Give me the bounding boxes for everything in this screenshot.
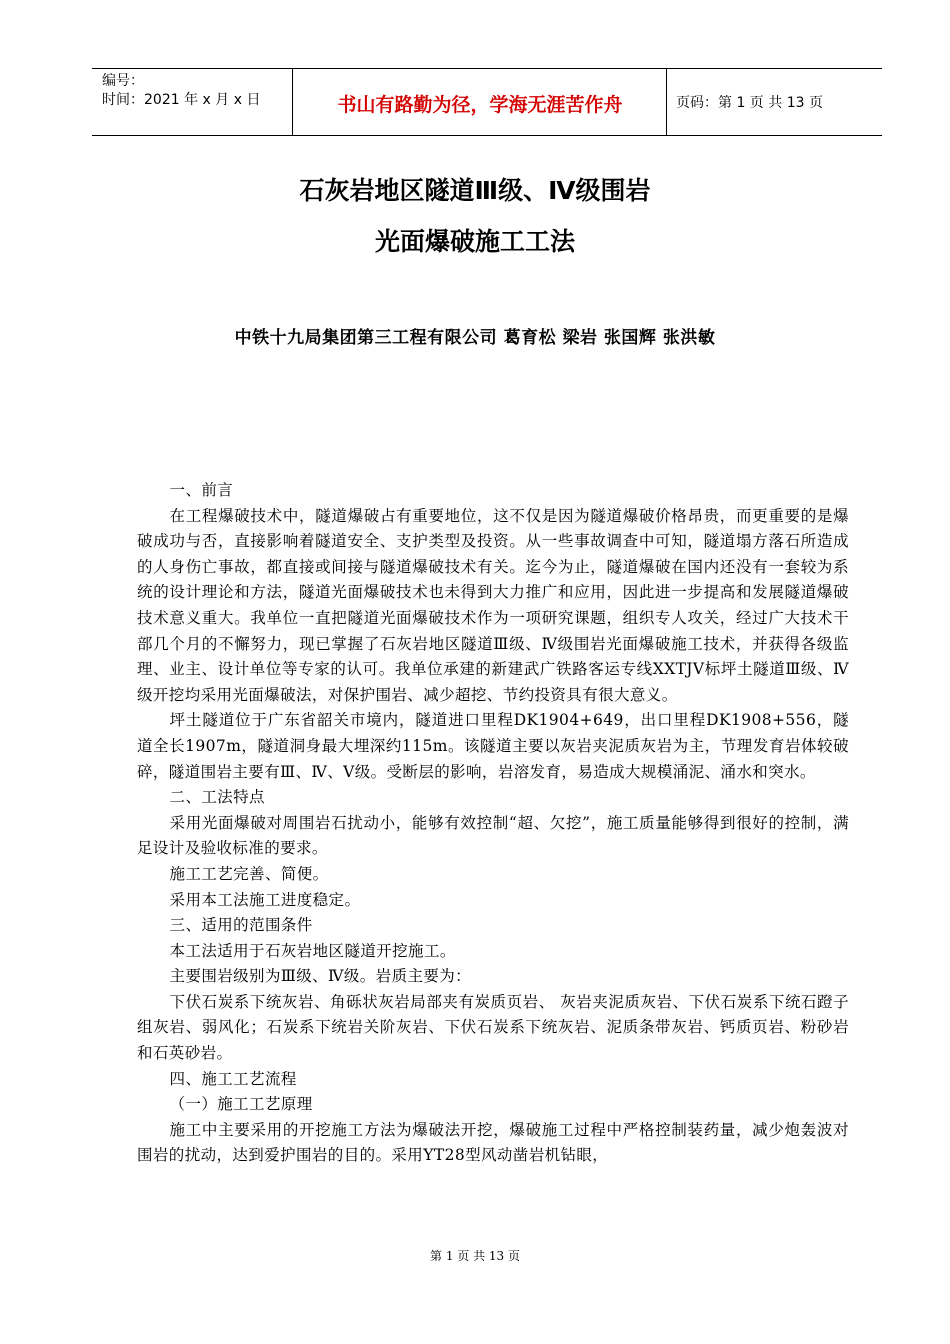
paragraph: 施工中主要采用的开挖施工方法为爆破法开挖，爆破施工过程中严格控制装药量，减少炮轰波对围岩的扰动，达到爱护围岩的目的。采用YT28型风动凿岩机钻眼， <box>137 1120 849 1165</box>
paragraph: 坪土隧道位于广东省韶关市境内，隧道进口里程DK1904+649，出口里程DK1908+556，隧道全长1907m，隧道洞身最大埋深约115m。该隧道主要以灰岩夹泥质灰岩为主，节理发育岩体较破碎，隧道围岩主要有Ⅲ、Ⅳ、Ⅴ级。受断层的影响，岩溶发育，易造成大规模涌泥、涌水和突水。 <box>137 711 849 781</box>
time-label: 时间：2021 年 x 月 x 日 <box>102 92 261 108</box>
header-motto: 书山有路勤为径，学海无涯苦作舟 <box>337 94 623 116</box>
header-divider-left <box>292 68 293 136</box>
section-heading-process: 四、施工工艺流程 <box>169 1069 297 1088</box>
document-title-line-1: 石灰岩地区隧道Ⅲ级、Ⅳ级围岩 <box>299 176 651 205</box>
document-body <box>137 478 849 1169</box>
authors-line: 中铁十九局集团第三工程有限公司 葛育松 梁岩 张国辉 张洪敏 <box>234 328 716 348</box>
subsection-heading-principle: （一）施工工艺原理 <box>169 1095 313 1114</box>
section-heading-features: 二、工法特点 <box>169 788 265 807</box>
page-header <box>92 68 882 136</box>
paragraph: 本工法适用于石灰岩地区隧道开挖施工。 <box>169 941 456 960</box>
section-heading-scope: 三、适用的范围条件 <box>169 916 313 935</box>
section-heading-preface: 一、前言 <box>169 481 234 499</box>
paragraph: 在工程爆破技术中，隧道爆破占有重要地位，这不仅是因为隧道爆破价格昂贵，而更重要的是爆破成功与否，直接影响着隧道安全、支护类型及投资。从一些事故调查中可知，隧道塌方落石所造成的人身伤亡事故，都直接或间接与隧道爆破技术有关。迄今为止，隧道爆破在国内还没有一套较为系统的设计理论和方法，隧道光面爆破技术也未得到大力推广和应用，因此进一步提高和发展隧道爆破技术意义重大。我单位一直把隧道光面爆破技术作为一项研究课题，组织专人攻关，经过广大技术干部几个月的不懈努力，现已掌握了石灰岩地区隧道Ⅲ级、Ⅳ级围岩光面爆破施工技术，并获得各级监理、业主、设计单位等专家的认可。我单位承建的新建武广铁路客运专线XXTJV标坪土隧道Ⅲ级、Ⅳ级开挖均采用光面爆破法，对保护围岩、减少超挖、节约投资具有很大意义。 <box>137 506 849 704</box>
header-bottom-rule <box>92 135 882 136</box>
paragraph: 采用本工法施工进度稳定。 <box>169 890 361 909</box>
page-footer: 第 1 页 共 13 页 <box>430 1249 520 1263</box>
header-top-rule <box>92 68 882 69</box>
serial-label: 编号： <box>102 73 144 89</box>
document-title-line-2: 光面爆破施工工法 <box>374 227 575 256</box>
paragraph: 下伏石炭系下统灰岩、角砾状灰岩局部夹有炭质页岩、 灰岩夹泥质灰岩、下伏石炭系下统石蹬子组灰岩、弱风化；石炭系下统岩关阶灰岩、下伏石炭系下统灰岩、泥质条带灰岩、钙质页岩、粉砂岩和石英砂岩。 <box>137 992 849 1063</box>
header-meta <box>102 72 260 110</box>
paragraph: 施工工艺完善、简便。 <box>169 864 329 883</box>
header-page-label: 页码：第 1 页 共 13 页 <box>676 95 823 111</box>
paragraph: 主要围岩级别为Ⅲ级、Ⅳ级。岩质主要为： <box>169 967 472 986</box>
paragraph: 采用光面爆破对周围岩石扰动小，能够有效控制“超、欠挖”，施工质量能够得到很好的控制，满足设计及验收标准的要求。 <box>137 813 849 858</box>
header-divider-right <box>666 68 667 136</box>
